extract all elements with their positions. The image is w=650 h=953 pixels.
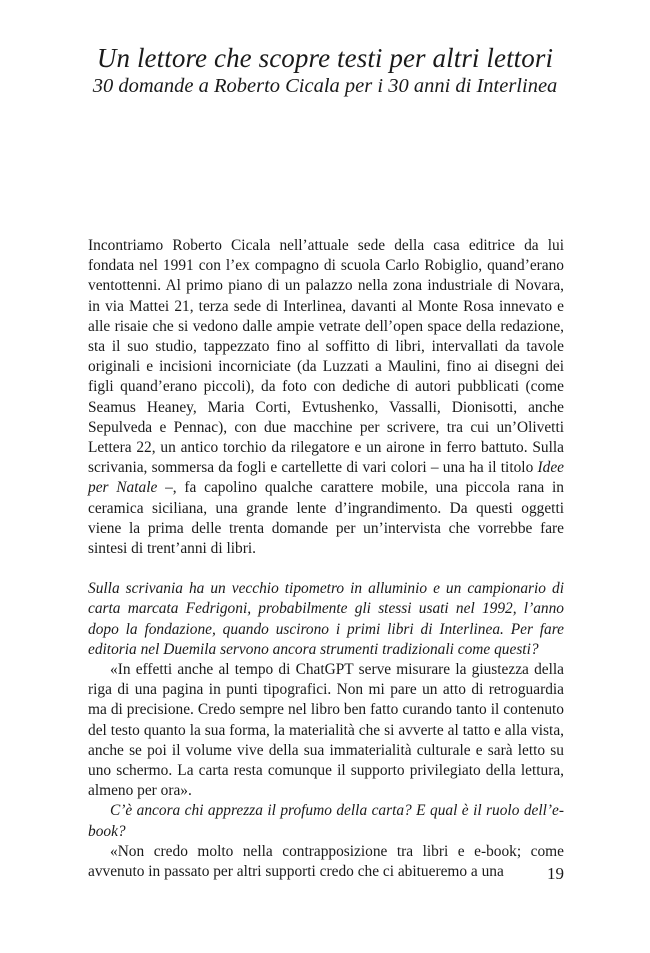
answer-1: «In effetti anche al tempo di ChatGPT serve misurare la giustezza della riga di una pagina in punti tipografici. Non mi pare un atto di retroguardia ma di precisione. Credo sempre nel libro ben fatto curando tanto il contenuto del testo quanto la sua forma, la materialità che si avverte al tatto e alla vista, anche se poi il volume vive della sua immaterialità culturale e sarà letto su uno schermo. La carta resta comunque il supporto privilegiato della lettura, almeno per ora». — [88, 661, 564, 800]
body-text — [88, 236, 564, 882]
chapter-title: Un lettore che scopre testi per altri lettori — [96, 43, 554, 73]
intro-paragraph — [88, 236, 564, 559]
intro-text-part2: –, fa capolino qualche carattere mobile, una piccola rana in ceramica siciliana, una grande lente d’ingrandimento. Da questi oggetti viene la prima delle trenta domande per un’intervista che vorrebbe fare sintesi di trent’anni di libri. — [88, 479, 564, 558]
chapter-subtitle: 30 domande a Roberto Cicala per i 30 anni di Interlinea — [92, 75, 558, 97]
answer-2: «Non credo molto nella contrapposizione tra libri e e-book; come avvenuto in passato per altri supporti credo che ci abitueremo a una — [88, 842, 564, 881]
page-number: 19 — [547, 864, 564, 883]
chapter-heading — [60, 42, 590, 99]
intro-text-part1: Incontriamo Roberto Cicala nell’attuale sede della casa editrice da lui fondata nel 1991 con l’ex compagno di scuola Carlo Robiglio, quand’erano ventottenni. Al primo piano di un palazzo nella zona industriale di Novara, in via Mattei 21, terza sede di Interlinea, davanti al Monte Rosa innevato e alle risaie che si vedono dalle ampie vetrate dell’open space della redazione, sta il suo studio, tappezzato fino al soffitto di libri, intervallati da tavole originali e incisioni incorniciate (da Luzzati a Maulini, fino ai disegni dei figli quand’erano piccoli), da foto con dediche di autori pubblicati (come Seamus Heaney, Maria Corti, Evtushenko, Vassalli, Dionisotti, anche Sepulveda e Pennac), con due macchine per scrivere, tra cui un’Olivetti Lettera 22, un antico torchio da rilegatore e un airone in ferro battuto. Sulla scrivania, sommersa da fogli e cartellette di vari colori – una ha il titolo — [88, 237, 564, 477]
question-1: Sulla scrivania ha un vecchio tipometro in alluminio e un campionario di carta marcata Fedrigoni, probabilmente gli stessi usati nel 1992, l’anno dopo la fondazione, quando uscirono i primi libri di Interlinea. Per fare editoria nel Duemila servono ancora strumenti tradizionali come questi? — [88, 580, 564, 658]
intro-italic-title: Idee per Natale — [88, 459, 564, 497]
question-2: C’è ancora chi apprezza il profumo della carta? E qual è il ruolo dell’e-book? — [88, 802, 564, 840]
